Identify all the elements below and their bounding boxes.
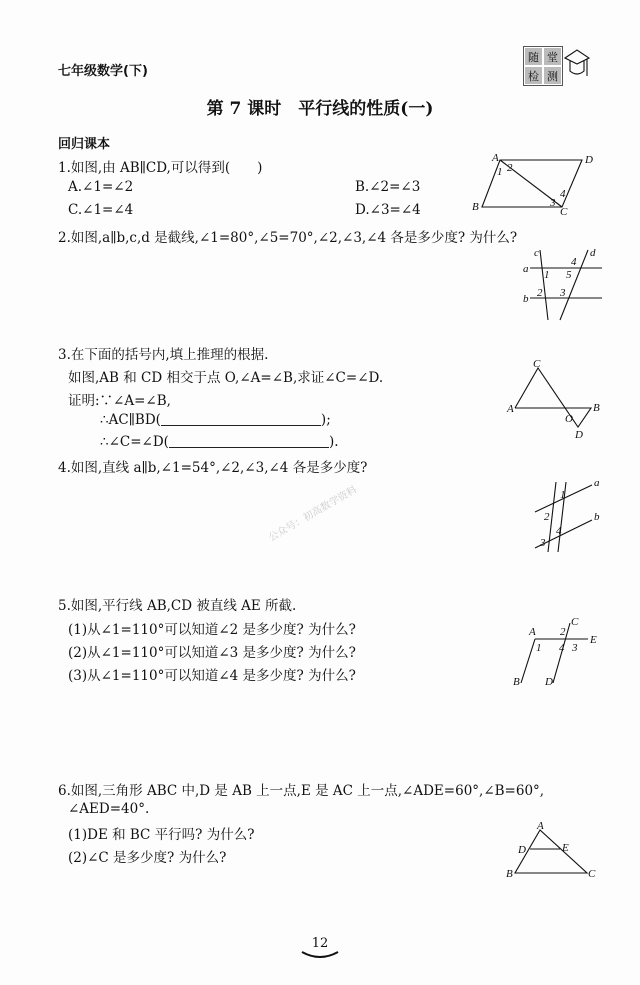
fig-label: 3 xyxy=(550,197,556,209)
q1-option-d: D.∠3=∠4 xyxy=(355,202,421,218)
logo-char: 堂 xyxy=(543,47,562,66)
page-number-swoosh-icon xyxy=(300,950,340,960)
q5-sub-1: (1)从∠1=110°可以知道∠2 是多少度? 为什么? xyxy=(68,622,356,638)
q1-option-b: B.∠2=∠3 xyxy=(355,179,421,195)
section-heading: 回归课本 xyxy=(58,137,111,152)
page-title: 第 7 课时 平行线的性质(一) xyxy=(206,99,434,119)
fig-label: A xyxy=(537,820,544,832)
fig-label: 2 xyxy=(544,511,550,523)
fig-label: 1 xyxy=(544,269,550,281)
fig-label: C xyxy=(560,206,568,218)
fig-label: b xyxy=(523,293,529,305)
q4-figure xyxy=(530,477,605,555)
fig-label: 1 xyxy=(497,166,503,178)
fig-label: 4 xyxy=(559,642,565,654)
q3-figure xyxy=(507,358,600,441)
logo-char: 测 xyxy=(543,66,562,85)
q6-sub-2: (2)∠C 是多少度? 为什么? xyxy=(68,850,227,866)
fig-label: a xyxy=(523,263,529,275)
fig-label: 2 xyxy=(507,162,513,174)
q3-proof-line1: 证明:∵∠A=∠B, xyxy=(68,393,171,409)
q1-stem: 1.如图,由 AB∥CD,可以得到( ) xyxy=(58,160,263,176)
fig-label: c xyxy=(534,247,539,259)
fig-label: E xyxy=(562,842,569,854)
q6-figure xyxy=(506,820,596,880)
fig-label: D xyxy=(575,429,583,441)
fig-label: D xyxy=(585,154,593,166)
q3-stem: 3.在下面的括号内,填上推理的根据. xyxy=(58,347,269,363)
q5-sub-3: (3)从∠1=110°可以知道∠4 是多少度? 为什么? xyxy=(68,668,356,684)
fig-label: B xyxy=(472,201,479,213)
reason-blank-1[interactable] xyxy=(161,413,321,426)
q6-stem-line1: 6.如图,三角形 ABC 中,D 是 AB 上一点,E 是 AC 上一点,∠ADE=60°,∠B=60°, xyxy=(58,783,545,799)
fig-label: B xyxy=(506,868,513,880)
q2-stem: 2.如图,a∥b,c,d 是截线,∠1=80°,∠5=70°,∠2,∠3,∠4 各是多少度? 为什么? xyxy=(58,230,518,246)
q2-figure xyxy=(520,248,605,323)
q1-figure xyxy=(472,152,600,218)
proof-text: ∴AC∥BD( xyxy=(100,412,161,428)
fig-label: a xyxy=(594,477,600,489)
q1-option-a: A.∠1=∠2 xyxy=(68,179,134,195)
q4-stem: 4.如图,直线 a∥b,∠1=54°,∠2,∠3,∠4 各是多少度? xyxy=(58,460,368,476)
graduation-cap-icon xyxy=(563,46,591,86)
q3-given: 如图,AB 和 CD 相交于点 O,∠A=∠B,求证∠C=∠D. xyxy=(68,370,384,386)
proof-text: ). xyxy=(328,434,339,450)
fig-label: A xyxy=(529,626,536,638)
q3-proof-line3 xyxy=(100,434,339,450)
watermark: 公众号：初高数学资料 xyxy=(266,484,360,544)
page-number: 12 xyxy=(311,936,329,951)
fig-label: C xyxy=(533,358,541,370)
q6-stem-line2: ∠AED=40°. xyxy=(68,801,150,817)
fig-label: 5 xyxy=(566,269,572,281)
fig-label: O xyxy=(565,413,573,425)
q5-stem: 5.如图,平行线 AB,CD 被直线 AE 所截. xyxy=(58,598,297,614)
q3-proof-line2 xyxy=(100,412,331,428)
fig-label: 3 xyxy=(572,642,578,654)
fig-label: D xyxy=(545,676,553,688)
reason-blank-2[interactable] xyxy=(169,435,329,448)
q5-sub-2: (2)从∠1=110°可以知道∠3 是多少度? 为什么? xyxy=(68,645,356,661)
logo xyxy=(523,46,563,86)
fig-label: d xyxy=(590,247,596,259)
fig-label: 2 xyxy=(560,626,566,638)
fig-label: 2 xyxy=(537,287,543,299)
fig-label: 1 xyxy=(536,642,542,654)
proof-text: ); xyxy=(320,412,331,428)
fig-label: b xyxy=(594,511,600,523)
fig-label: 4 xyxy=(556,525,562,537)
fig-label: B xyxy=(513,676,520,688)
fig-label: 3 xyxy=(540,537,546,549)
logo-char: 随 xyxy=(524,47,543,66)
fig-label: 1 xyxy=(560,489,566,501)
fig-label: B xyxy=(593,402,600,414)
logo-char: 检 xyxy=(524,66,543,85)
fig-label: 3 xyxy=(560,287,566,299)
book-header: 七年级数学(下) xyxy=(58,64,148,79)
q6-sub-1: (1)DE 和 BC 平行吗? 为什么? xyxy=(68,827,255,843)
q1-option-c: C.∠1=∠4 xyxy=(68,202,134,218)
fig-label: C xyxy=(588,868,596,880)
fig-label: A xyxy=(507,403,514,415)
q5-figure xyxy=(515,615,605,687)
fig-label: A xyxy=(492,152,499,164)
fig-label: E xyxy=(590,634,597,646)
fig-label: D xyxy=(518,844,526,856)
fig-label: C xyxy=(571,616,579,628)
proof-text: ∴∠C=∠D( xyxy=(100,434,169,450)
fig-label: 4 xyxy=(571,256,577,268)
fig-label: 4 xyxy=(560,188,566,200)
